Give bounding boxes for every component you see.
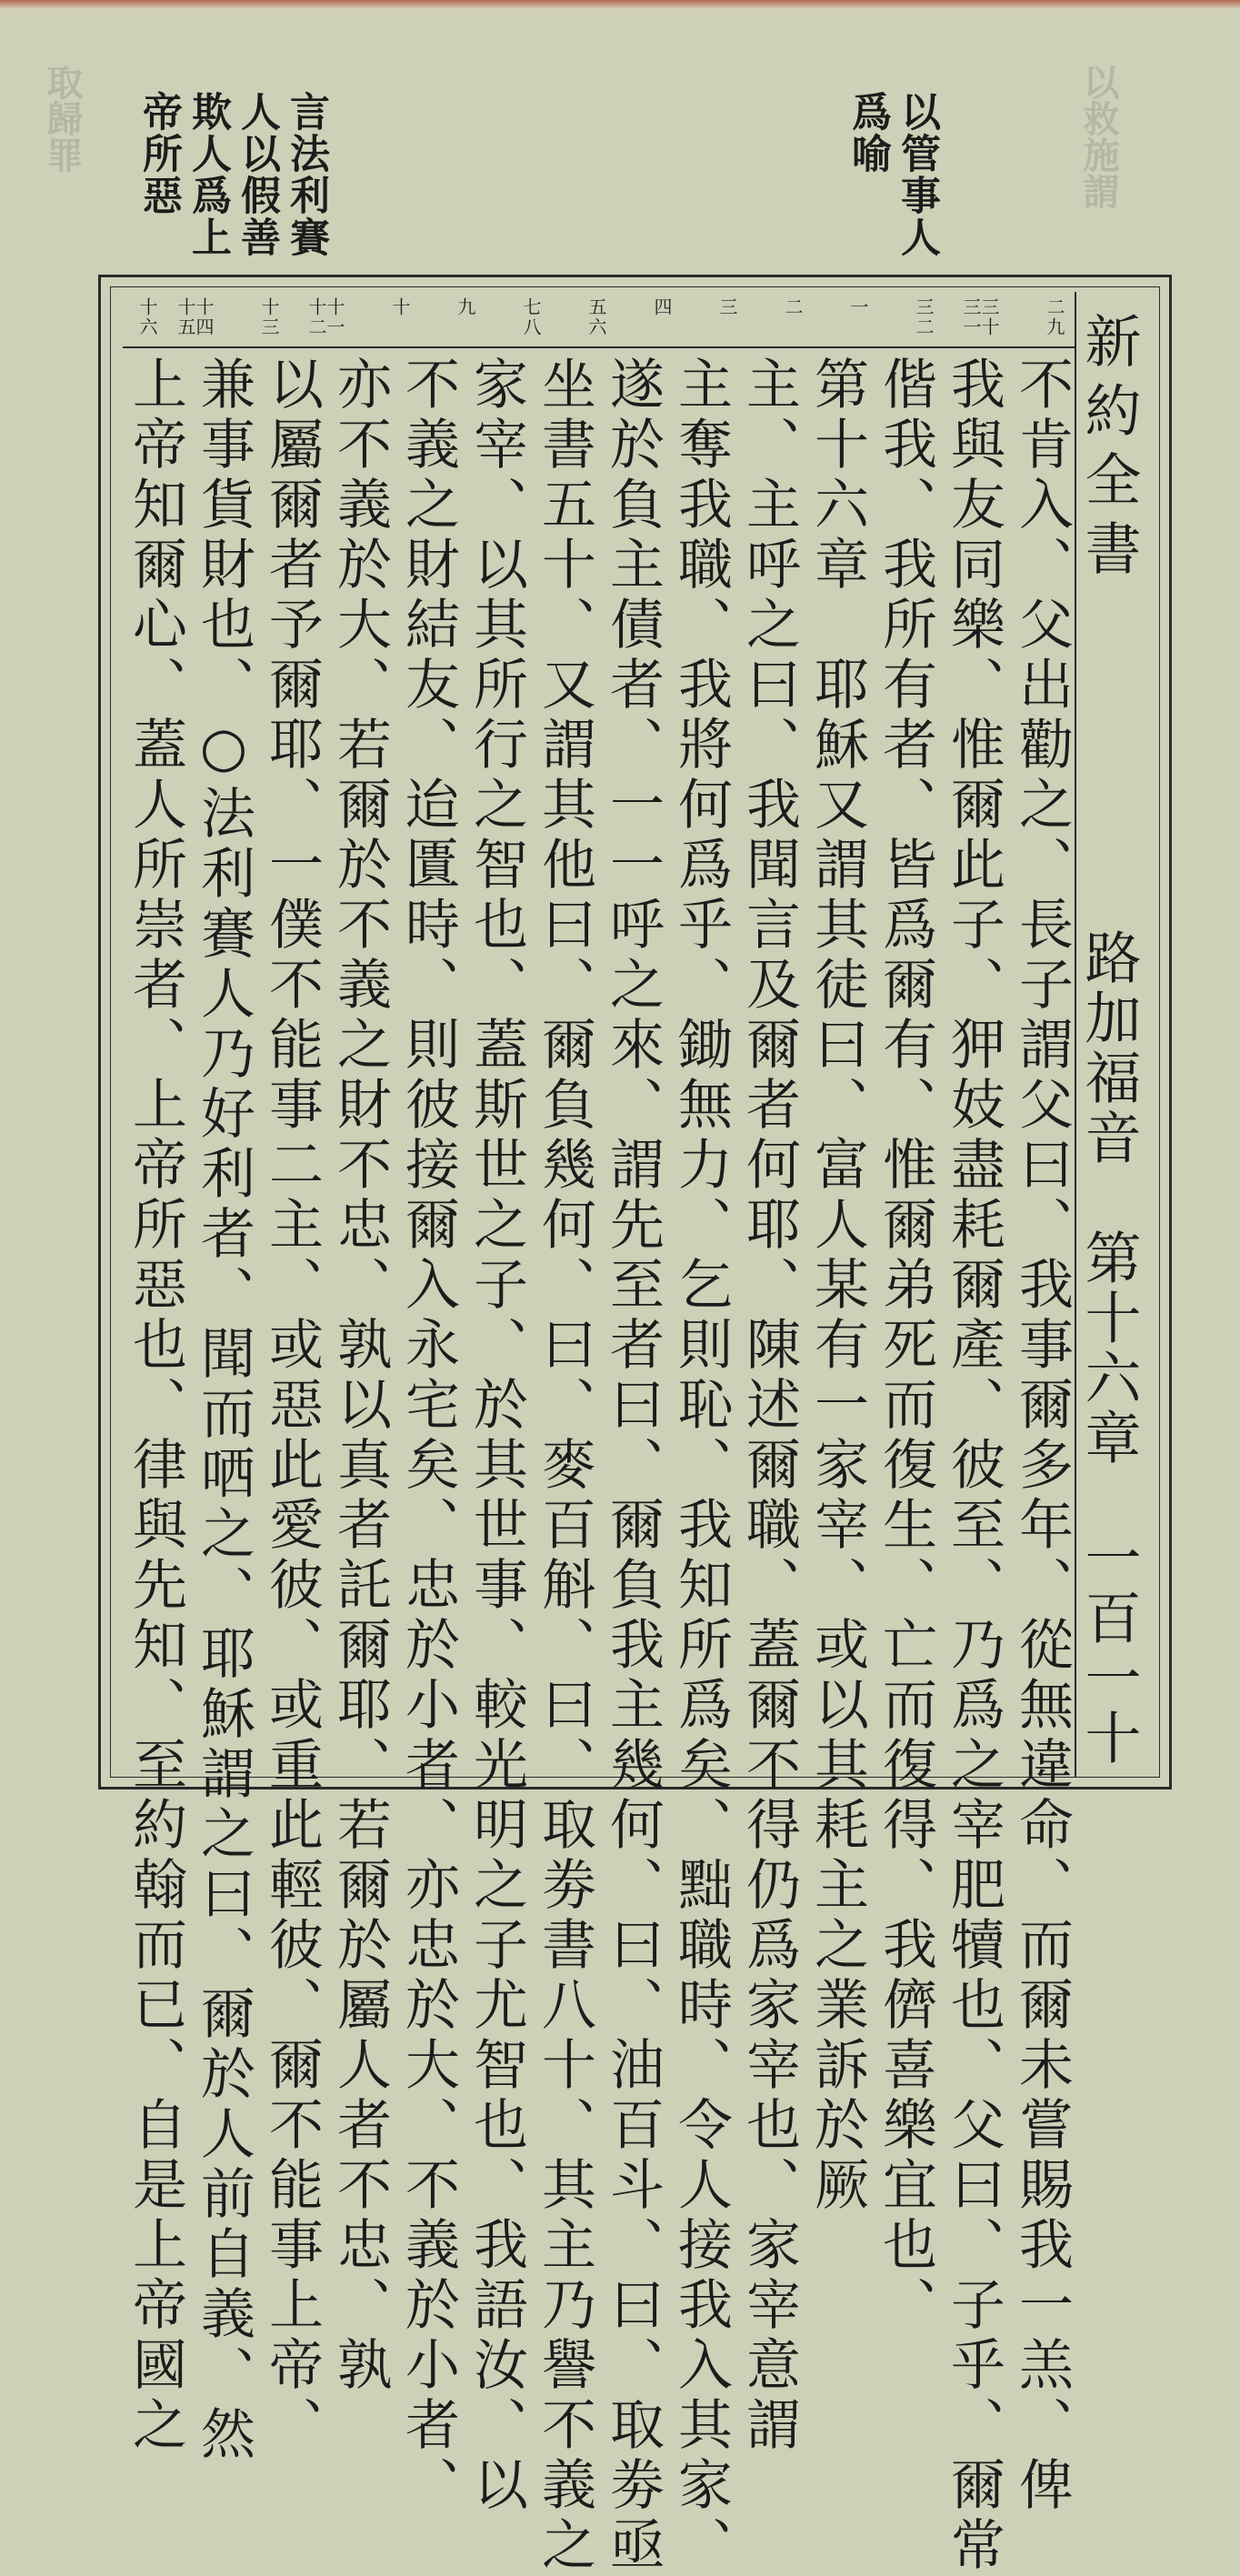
- margin-note-line: 言法利賽: [283, 91, 329, 258]
- verse-number: 九: [455, 297, 476, 317]
- gospel-title: 路加福音: [1075, 928, 1142, 1168]
- text-column: 主、主呼之曰、我聞言及爾者何耶、陳述爾職、蓋爾不得仍爲家宰也、家宰意謂: [737, 356, 801, 2456]
- scripture-body: [124, 356, 1074, 2576]
- verse-number: 四: [651, 297, 673, 317]
- margin-note-line: 帝所惡: [135, 91, 182, 216]
- chapter-label: [1075, 928, 1142, 1468]
- verse-number: 十: [389, 297, 411, 317]
- margin-note-line: 欺人爲上: [185, 91, 231, 258]
- text-column: 不義之財結友、迨匱時、則彼接爾入永宅矣、忠於小者、亦忠於大、不義於小者、: [396, 356, 460, 2516]
- book-title: 新約全書: [1075, 312, 1142, 588]
- page-frame: [98, 275, 1172, 2576]
- page-top-edge: [0, 0, 1240, 9]
- text-column: 亦不義於大、若爾於不義之財不忠、孰以真者託爾耶、若爾於屬人者不忠、孰: [328, 356, 392, 2396]
- verse-number: 三: [716, 297, 738, 317]
- text-column: 上帝知爾心、蓋人所崇者、上帝所惡也、律與先知、至約翰而已、自是上帝國之: [124, 356, 187, 2456]
- running-header: [1075, 292, 1149, 1778]
- margin-note-pharisees: [136, 91, 327, 258]
- verse-number: 二: [782, 297, 804, 317]
- text-column: 兼事貨財也、○法利賽人乃好利者、聞而哂之、耶穌謂之曰、爾於人前自義、然: [192, 356, 255, 2465]
- margin-note-stewards: [845, 91, 938, 258]
- verse-number: 三十三一: [960, 297, 1000, 337]
- text-column: 家宰、以其所行之智也、蓋斯世之子、於其世事、較光明之子尤智也、我語汝、以: [465, 356, 528, 2516]
- text-column: 不肯入、父出勸之、長子謂父曰、我事爾多年、從無違命、而爾未嘗賜我一羔、俾: [1010, 356, 1074, 2516]
- margin-note-line: 人以假善: [234, 91, 280, 258]
- verse-number: 二九: [1044, 297, 1065, 337]
- verse-number: 十六: [136, 297, 158, 337]
- verse-number: 十一十二: [305, 297, 345, 337]
- verse-number: 十四十五: [175, 297, 215, 337]
- text-column: 以屬爾者予爾耶、一僕不能事二主、或惡此愛彼、或重此輕彼、爾不能事上帝、: [260, 356, 324, 2456]
- text-column: 主奪我職、我將何爲乎、鋤無力、乞則恥、我知所爲矣、黜職時、令人接我入其家、: [669, 356, 733, 2576]
- text-column: 第十六章 耶穌又謂其徒曰、富人某有一家宰、或以其耗主之業訴於厥: [805, 356, 869, 2216]
- text-column: 偕我、我所有者、皆爲爾有、惟爾弟死而復生、亡而復得、我儕喜樂宜也、: [874, 356, 937, 2336]
- text-column: 坐書五十、又謂其他曰、爾負幾何、曰、麥百斛、曰、取劵書八十、其主乃譽不義之: [533, 356, 596, 2576]
- verse-number: 七八: [520, 297, 542, 337]
- text-column: 遂於負主債者、一一呼之來、謂先至者曰、爾負我主幾何、曰、油百斗、曰、取劵亟: [601, 356, 665, 2576]
- bleed-through-text-left: 取歸罪: [41, 64, 84, 173]
- margin-note-line: 爲喻: [845, 91, 891, 175]
- verse-number: 三二: [913, 297, 935, 337]
- verse-number: 五六: [585, 297, 607, 337]
- page-number: 一百一十: [1075, 1529, 1142, 1769]
- verse-number: 十三: [258, 297, 280, 337]
- verse-number-strip: [123, 292, 1075, 348]
- chapter-number: 第十六章: [1075, 1228, 1142, 1468]
- margin-note-line: 以管事人: [894, 91, 940, 258]
- bleed-through-text: 以救施謂: [1077, 64, 1120, 209]
- verse-number: 一: [847, 297, 869, 317]
- text-column: 我與友同樂、惟爾此子、狎妓盡耗爾產、彼至、乃爲之宰肥犢也、父曰、子乎、爾常: [942, 356, 1005, 2576]
